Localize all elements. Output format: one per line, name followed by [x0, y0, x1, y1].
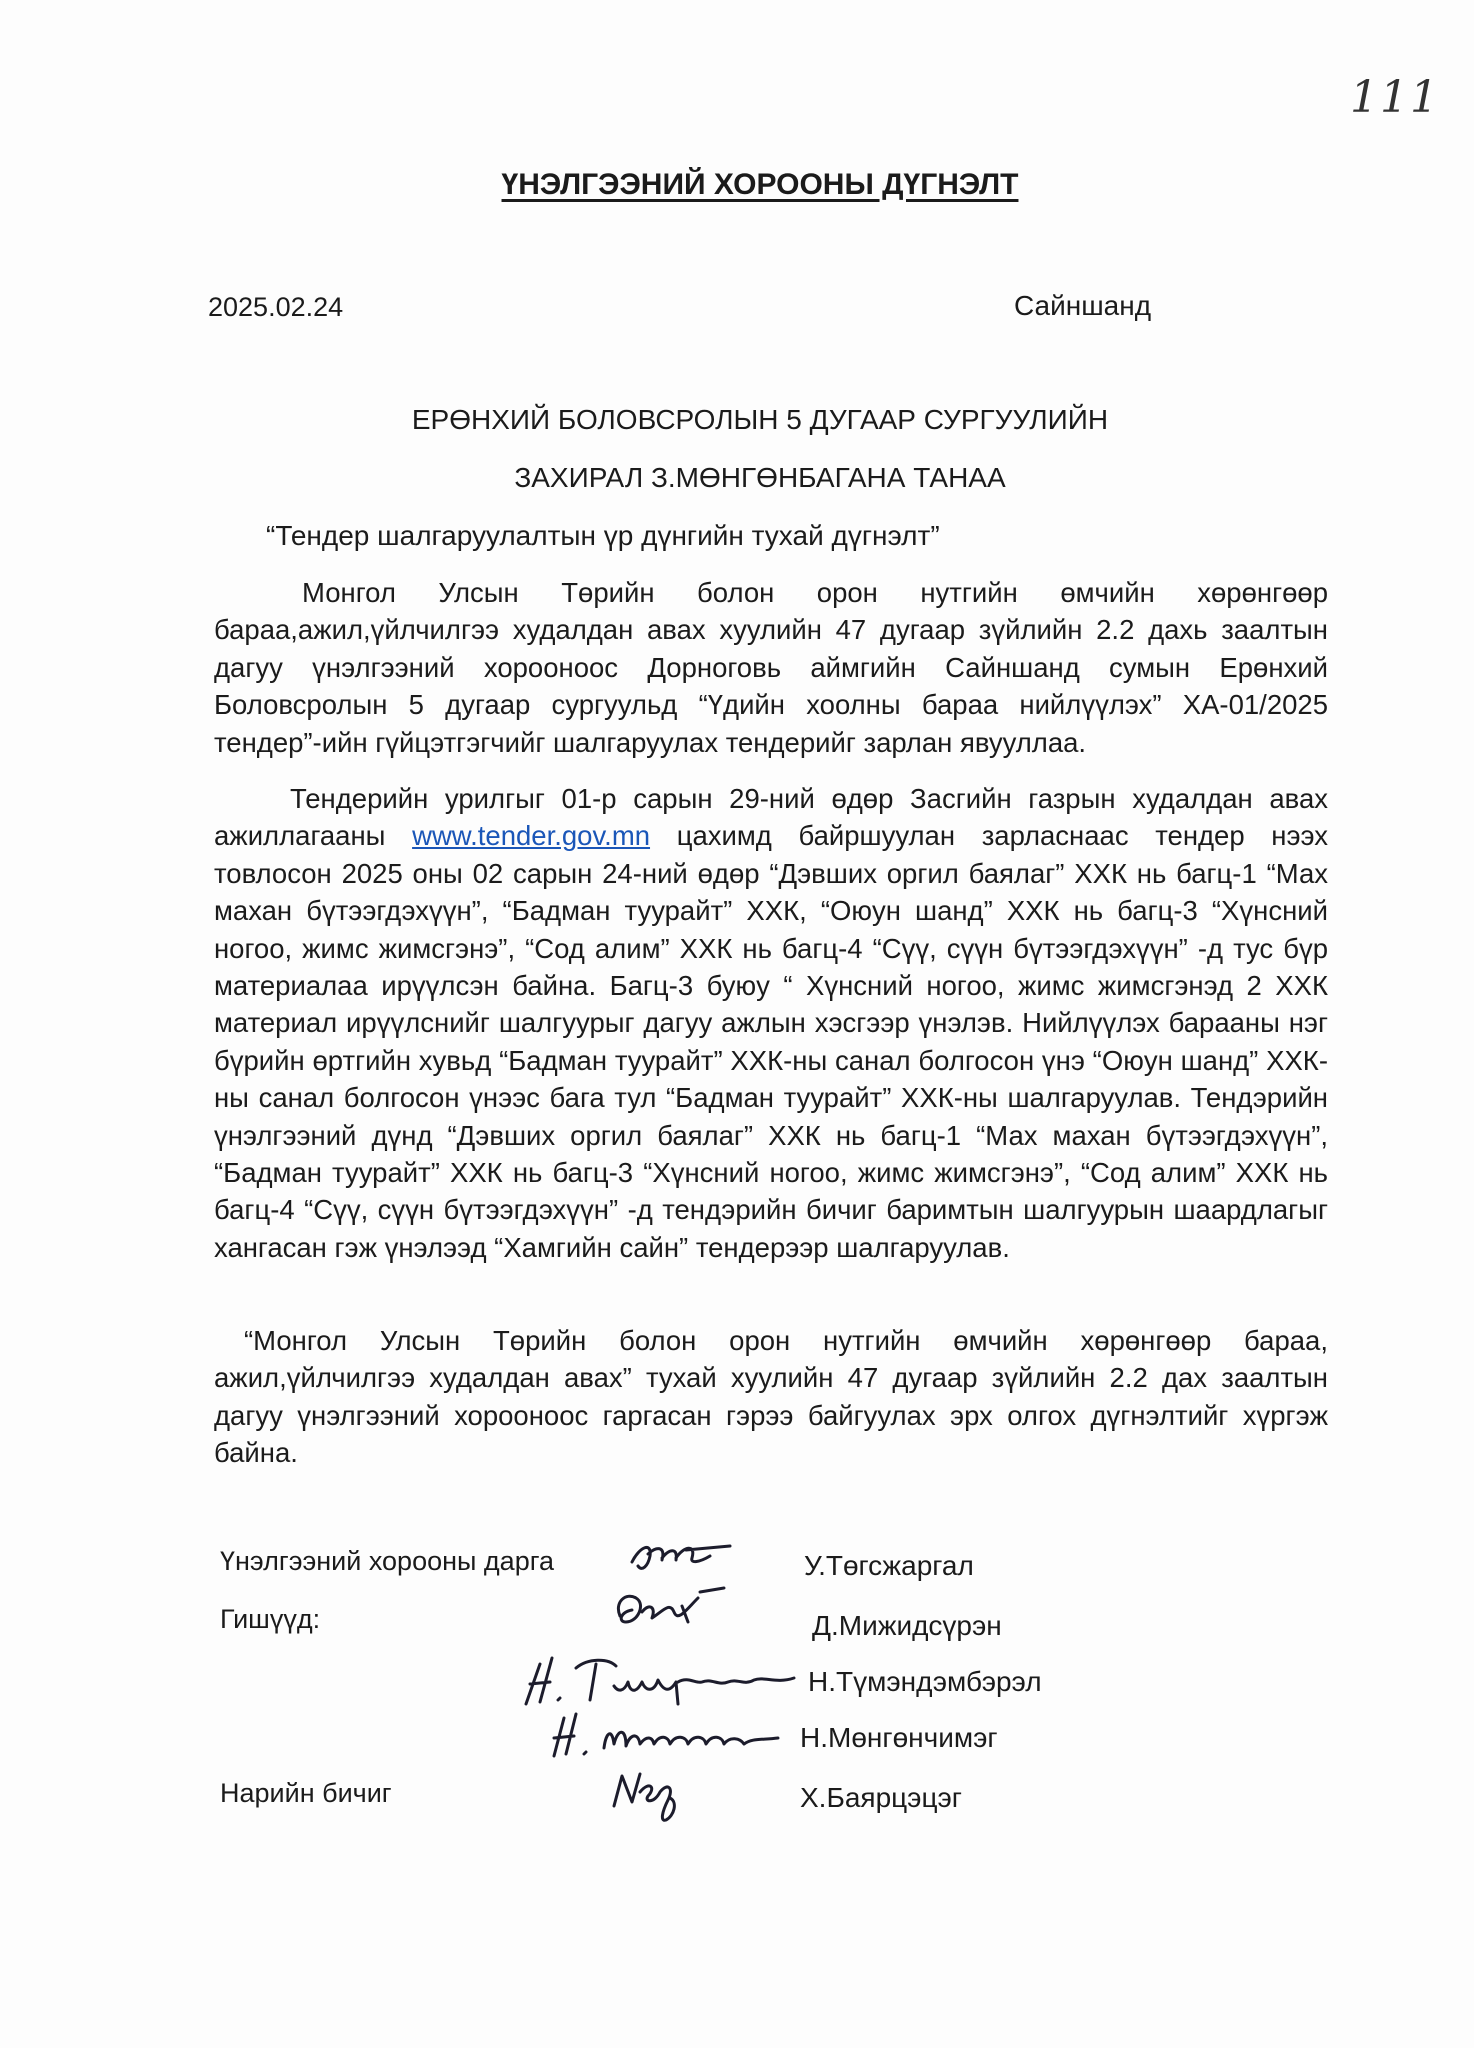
page-number-mark: 111 [1350, 72, 1440, 123]
paragraph-conclusion: “Монгол Улсын Төрийн болон орон нутгийн өмчийн хөрөнгөөр бараа, ажил,үйлчилгээ худалдан авах” тухай хуулийн 47 дугаар зүйлийн 2.2 дах заалтын дагуу үнэлгээний хорооноос гаргасан гэрээ байгуулах эрх олгох дүгнэлтийг хүргэж байна. [214, 1325, 1328, 1469]
member3-name: Н.Мөнгөнчимэг [800, 1722, 998, 1753]
tender-website-link[interactable]: www.tender.gov.mn [412, 820, 651, 852]
member2-signature [518, 1652, 808, 1712]
document-date: 2025.02.24 [208, 292, 344, 322]
members-label: Гишүүд: [220, 1604, 321, 1634]
secretary-label: Нарийн бичиг [220, 1778, 392, 1808]
paragraph-evaluation-text-2: цахимд байршуулан зарласнаас тендер нээх товлосон 2025 оны 02 сарын 24-ний өдөр “Дэвших оргил баялаг” ХХК нь багц-1 “Мах махан бүтээгдэхүүн”, “Бадман туурайт” ХХК, “Оюун шанд” ХХК нь багц-3 “Хүнсний ногоо, жимс жимсгэнэ”, “Сод алим” ХХК нь багц-4 “Сүү, сүүн бүтээгдэхүүн” -д тус бүр материалаа ирүүлсэн байна. Багц-3 буюу “ Хүнсний ногоо, жимс жимсгэнэд 2 ХХК материал ирүүлснийг шалгуурыг дагуу ажлын хэсгээр үнэлэв. Нийлүүлэх барааны нэг бүрийн өртгийн хувьд “Бадман туурайт” ХХК-ны санал болгосон үнэ “Оюун шанд” ХХК-ны санал болгосон үнээс бага тул “Бадман туурайт” ХХК-ны шалгаруулав. Тендэрийн үнэлгээний дүнд “Дэвших оргил баялаг” ХХК нь багц-1 “Мах махан бүтээгдэхүүн”, “Бадман туурайт” ХХК нь багц-3 “Хүнсний ногоо, жимс жимсгэнэ”, “Сод алим” ХХК нь багц-4 “Сүү, сүүн бүтээгдэхүүн” -д тендэрийн бичиг баримтын шалгуурын шаардлагыг хангасан гэж үнэлээд “Хамгийн сайн” тендерээр шалгаруулав. [214, 820, 1328, 1263]
paragraph-evaluation-text-1: Тендерийн урилгыг 01-р сарын 29-ний өдөр Засгийн газрын худалдан авах ажиллагааны [214, 783, 1328, 852]
secretary-signature [604, 1762, 690, 1826]
chair-signature [626, 1532, 738, 1582]
addressee-line-2: ЗАХИРАЛ З.МӨНГӨНБАГАНА ТАНАА [514, 462, 1006, 493]
paragraph-intro: Монгол Улсын Төрийн болон орон нутгийн өмчийн хөрөнгөөр бараа,ажил,үйлчилгээ худалдан авах хуулийн 47 дугаар зүйлийн 2.2 дахь заалтын дагуу үнэлгээний хорооноос Дорноговь аймгийн Сайншанд сумын Ерөнхий Боловсролын 5 дугаар сургуульд “Үдийн хоолны бараа нийлүүлэх” ХА-01/2025 тендер”-ийн гүйцэтгэгчийг шалгаруулах тендерийг зарлан явууллаа. [214, 577, 1328, 758]
chair-label: Үнэлгээний хорооны дарга [220, 1546, 554, 1576]
member3-signature [540, 1708, 790, 1764]
paragraph-evaluation [214, 780, 1328, 1266]
member1-signature [612, 1582, 728, 1638]
chair-name: У.Төгсжаргал [804, 1550, 974, 1581]
secretary-name: Х.Баярцэцэг [800, 1782, 962, 1813]
document-place: Сайншанд [1014, 290, 1152, 321]
document-title: ҮНЭЛГЭЭНИЙ ХОРООНЫ ДҮГНЭЛТ [501, 168, 1019, 201]
subject-line: “Тендер шалгаруулалтын үр дүнгийн тухай дүгнэлт” [266, 520, 940, 551]
member2-name: Н.Түмэндэмбэрэл [808, 1666, 1042, 1697]
addressee-line-1: ЕРӨНХИЙ БОЛОВСРОЛЫН 5 ДУГААР СУРГУУЛИЙН [411, 404, 1109, 435]
member1-name: Д.Мижидсүрэн [812, 1610, 1002, 1641]
